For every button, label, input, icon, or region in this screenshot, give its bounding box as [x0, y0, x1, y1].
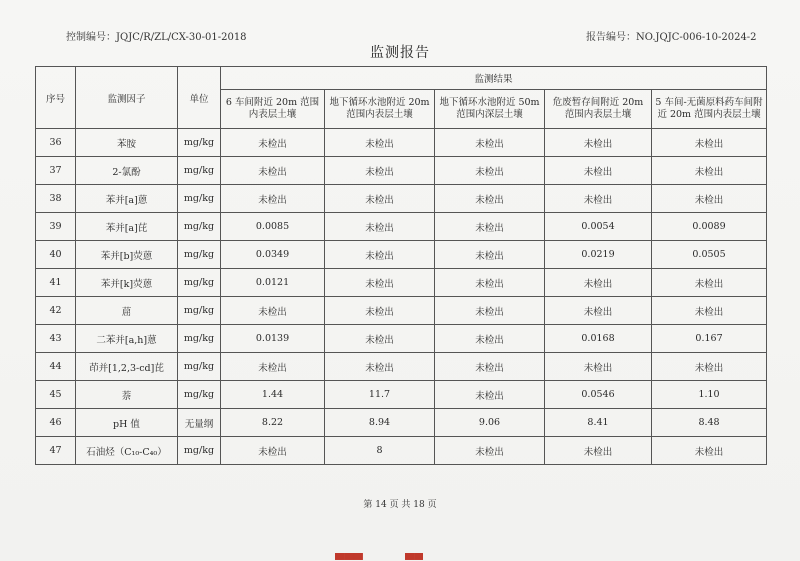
row-unit: mg/kg: [178, 157, 221, 185]
result-cell: 未检出: [435, 129, 545, 157]
result-cell: 0.0505: [652, 241, 767, 269]
row-factor: 萘: [76, 381, 178, 409]
result-cell: 未检出: [652, 269, 767, 297]
row-unit: mg/kg: [178, 241, 221, 269]
row-factor: 苯并[b]荧蒽: [76, 241, 178, 269]
result-cell: 8.94: [325, 409, 435, 437]
result-cell: 0.0139: [221, 325, 325, 353]
row-index: 37: [36, 157, 76, 185]
result-cell: 未检出: [325, 213, 435, 241]
row-unit: mg/kg: [178, 437, 221, 465]
seal-fragment: ▀▀▀: [335, 553, 363, 561]
result-cell: 未检出: [435, 381, 545, 409]
result-cell: 未检出: [545, 437, 652, 465]
result-cell: 8.22: [221, 409, 325, 437]
result-cell: 未检出: [545, 157, 652, 185]
row-factor: 石油烃（C₁₀-C₄₀）: [76, 437, 178, 465]
column-header-factor: 监测因子: [76, 67, 178, 129]
row-unit: mg/kg: [178, 185, 221, 213]
table-row: [36, 353, 767, 381]
table-row: [36, 213, 767, 241]
table-row: [36, 325, 767, 353]
result-cell: 未检出: [325, 129, 435, 157]
row-factor: 苯并[k]荧蒽: [76, 269, 178, 297]
result-cell: 未检出: [325, 157, 435, 185]
column-header-site: 5 车间-无菌原料药车间附近 20m 范围内表层土壤: [652, 90, 767, 129]
result-cell: 未检出: [325, 297, 435, 325]
result-cell: 未检出: [652, 185, 767, 213]
column-header-site: 危废暂存间附近 20m 范围内表层土壤: [545, 90, 652, 129]
result-cell: 0.0089: [652, 213, 767, 241]
result-cell: 8.41: [545, 409, 652, 437]
result-cell: 未检出: [325, 185, 435, 213]
row-unit: mg/kg: [178, 269, 221, 297]
page-title: 监测报告: [370, 45, 430, 61]
result-cell: 8.48: [652, 409, 767, 437]
result-cell: 0.0219: [545, 241, 652, 269]
row-factor: 二苯并[a,h]蒽: [76, 325, 178, 353]
table-row: [36, 269, 767, 297]
result-cell: 未检出: [435, 297, 545, 325]
table-row: [36, 157, 767, 185]
result-cell: 1.44: [221, 381, 325, 409]
result-cell: 8: [325, 437, 435, 465]
row-index: 36: [36, 129, 76, 157]
row-factor: 苯并[a]蒽: [76, 185, 178, 213]
result-cell: 0.0168: [545, 325, 652, 353]
row-index: 46: [36, 409, 76, 437]
row-unit: 无量纲: [178, 409, 221, 437]
row-index: 43: [36, 325, 76, 353]
row-factor: 2-氯酚: [76, 157, 178, 185]
row-index: 40: [36, 241, 76, 269]
result-cell: 未检出: [325, 241, 435, 269]
result-cell: 未检出: [545, 185, 652, 213]
row-index: 38: [36, 185, 76, 213]
row-factor: 茚并[1,2,3-cd]芘: [76, 353, 178, 381]
result-cell: 未检出: [325, 325, 435, 353]
page-number: 第 14 页 共 18 页: [363, 500, 437, 510]
result-cell: 未检出: [435, 437, 545, 465]
result-cell: 未检出: [435, 157, 545, 185]
row-factor: 䓛: [76, 297, 178, 325]
row-index: 42: [36, 297, 76, 325]
result-cell: 未检出: [435, 213, 545, 241]
result-cell: 0.0546: [545, 381, 652, 409]
seal-fragment: ▀▀: [405, 553, 424, 561]
column-header-results: 监测结果: [221, 67, 767, 90]
result-cell: 0.167: [652, 325, 767, 353]
result-cell: 0.0121: [221, 269, 325, 297]
result-cell: 11.7: [325, 381, 435, 409]
row-factor: 苯并[a]芘: [76, 213, 178, 241]
row-factor: 苯胺: [76, 129, 178, 157]
table-row: [36, 185, 767, 213]
row-index: 44: [36, 353, 76, 381]
monitoring-results-table: [35, 66, 767, 465]
result-cell: 未检出: [545, 129, 652, 157]
result-cell: 未检出: [652, 437, 767, 465]
result-cell: 未检出: [652, 353, 767, 381]
row-index: 47: [36, 437, 76, 465]
result-cell: 未检出: [652, 129, 767, 157]
table-row: [36, 129, 767, 157]
result-cell: 0.0085: [221, 213, 325, 241]
result-cell: 未检出: [435, 269, 545, 297]
result-cell: 未检出: [221, 185, 325, 213]
row-unit: mg/kg: [178, 353, 221, 381]
row-unit: mg/kg: [178, 325, 221, 353]
column-header-unit: 单位: [178, 67, 221, 129]
table-row: [36, 241, 767, 269]
table-row: [36, 437, 767, 465]
column-header-index: 序号: [36, 67, 76, 129]
result-cell: 未检出: [545, 269, 652, 297]
row-unit: mg/kg: [178, 213, 221, 241]
result-cell: 未检出: [435, 241, 545, 269]
table-row: [36, 381, 767, 409]
result-cell: 未检出: [221, 129, 325, 157]
result-cell: 0.0349: [221, 241, 325, 269]
control-number: 控制编号：JQJC/R/ZL/CX-30-01-2018: [66, 32, 247, 43]
result-cell: 未检出: [221, 437, 325, 465]
table-row: [36, 409, 767, 437]
column-header-site: 地下循环水池附近 50m 范围内深层土壤: [435, 90, 545, 129]
report-number: 报告编号：NO.JQJC-006-10-2024-2: [586, 32, 757, 43]
table-row: [36, 297, 767, 325]
row-unit: mg/kg: [178, 381, 221, 409]
result-cell: 0.0054: [545, 213, 652, 241]
result-cell: 未检出: [652, 157, 767, 185]
column-header-site: 地下循环水池附近 20m 范围内表层土壤: [325, 90, 435, 129]
result-cell: 未检出: [221, 157, 325, 185]
row-index: 45: [36, 381, 76, 409]
result-cell: 未检出: [435, 353, 545, 381]
result-cell: 未检出: [221, 297, 325, 325]
result-cell: 未检出: [652, 297, 767, 325]
result-cell: 未检出: [435, 185, 545, 213]
result-cell: 未检出: [435, 325, 545, 353]
row-index: 39: [36, 213, 76, 241]
row-factor: pH 值: [76, 409, 178, 437]
result-cell: 未检出: [325, 353, 435, 381]
result-cell: 未检出: [325, 269, 435, 297]
row-unit: mg/kg: [178, 129, 221, 157]
result-cell: 未检出: [545, 353, 652, 381]
result-cell: 1.10: [652, 381, 767, 409]
row-index: 41: [36, 269, 76, 297]
column-header-site: 6 车间附近 20m 范围内表层土壤: [221, 90, 325, 129]
result-cell: 未检出: [545, 297, 652, 325]
result-cell: 未检出: [221, 353, 325, 381]
row-unit: mg/kg: [178, 297, 221, 325]
result-cell: 9.06: [435, 409, 545, 437]
